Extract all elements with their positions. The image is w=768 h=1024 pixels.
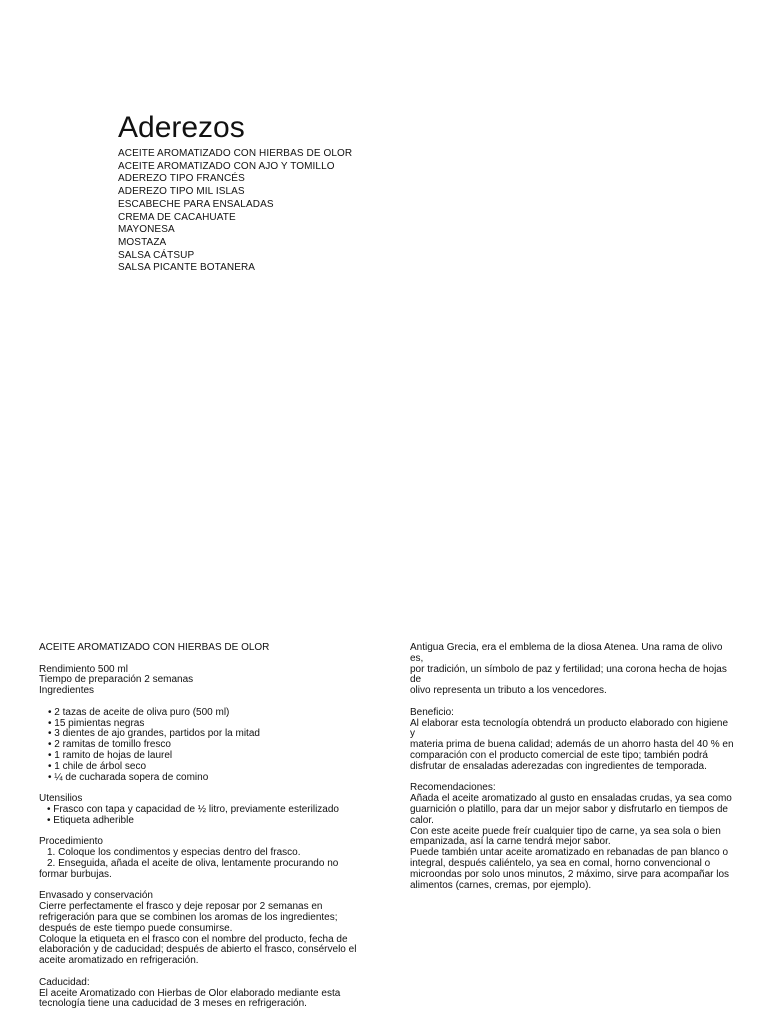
recommendation-line: microondas por solo unos minutos, 2 máximo, sirve para acompañar los <box>410 868 730 880</box>
packaging-line: aceite aromatizado en refrigeración. <box>39 955 199 967</box>
recommendation-line: Añada el aceite aromatizado al gusto en ensaladas crudas, ya sea como <box>410 793 732 805</box>
intro-line: Antigua Grecia, era el emblema de la diosa Atenea. Una rama de olivo es, <box>410 642 723 664</box>
recommendation-line: alimentos (carnes, cremas, por ejemplo). <box>410 879 592 891</box>
recommendation-line: integral, después caliéntelo, ya sea en comal, horno convencional o <box>410 857 711 869</box>
recommendation-line: Puede también untar aceite aromatizado en rebanadas de pan blanco o <box>410 847 729 859</box>
procedure-step: 1. Coloque los condimentos y especias dentro del frasco. <box>47 847 301 859</box>
packaging-line: después de este tiempo puede consumirse. <box>39 922 233 934</box>
index-item: ADEREZO TIPO MIL ISLAS <box>118 186 245 198</box>
expiry-heading: Caducidad: <box>39 976 90 988</box>
ingredients-heading: Ingredientes <box>39 685 95 697</box>
ingredient-item: • 3 dientes de ajo grandes, partidos por la mitad <box>48 728 260 740</box>
intro-line: por tradición, un símbolo de paz y fertilidad; una corona hecha de hojas de <box>410 663 727 686</box>
page-title: Aderezos <box>118 111 245 144</box>
index-item: SALSA PICANTE BOTANERA <box>118 262 256 274</box>
recipe-title: ACEITE AROMATIZADO CON HIERBAS DE OLOR <box>39 642 270 653</box>
ingredient-item: • 1 chile de árbol seco <box>48 760 147 772</box>
expiry-line: El aceite Aromatizado con Hierbas de Olor elaborado mediante esta <box>39 987 341 999</box>
benefit-line: Al elaborar esta tecnología obtendrá un producto elaborado con higiene y <box>410 717 729 740</box>
ingredient-item: • 2 ramitas de tomillo fresco <box>48 739 171 751</box>
packaging-heading: Envasado y conservación <box>39 890 153 902</box>
index-item: ACEITE AROMATIZADO CON HIERBAS DE OLOR <box>118 148 353 159</box>
benefit-line: comparación con el producto comercial de este tipo; también podrá <box>410 749 708 761</box>
utensils-heading: Utensilios <box>39 793 83 805</box>
recommendation-line: guarnición o platillo, para dar un mejor sabor y disfrutarlo en tiempos de <box>410 803 728 815</box>
index-item: SALSA CÁTSUP <box>118 249 195 261</box>
packaging-line: elaboración y de caducidad; después de abierto el frasco, consérvelo el <box>39 944 357 956</box>
index-item: ACEITE AROMATIZADO CON AJO Y TOMILLO <box>118 160 335 172</box>
benefit-heading: Beneficio: <box>410 706 454 718</box>
packaging-line: Cierre perfectamente el frasco y deje reposar por 2 semanas en <box>39 901 323 913</box>
ingredient-item: • 2 tazas de aceite de oliva puro (500 ml) <box>48 706 230 718</box>
recipe-index <box>118 148 352 275</box>
recommendation-line: calor. <box>410 814 434 826</box>
procedure-heading: Procedimiento <box>39 836 103 848</box>
index-item: ESCABECHE PARA ENSALADAS <box>118 198 274 210</box>
utensil-item: • Frasco con tapa y capacidad de ½ litro, previamente esterilizado <box>47 803 339 815</box>
index-item: MAYONESA <box>118 224 175 236</box>
expiry-line: tecnología tiene una caducidad de 3 meses en refrigeración. <box>39 998 307 1010</box>
recommendation-line: Con este aceite puede freír cualquier tipo de carne, ya sea sola o bien <box>410 825 721 837</box>
benefit-line: disfrutar de ensaladas aderezadas con ingredientes de temporada. <box>410 760 707 772</box>
yield-text: Rendimiento 500 ml <box>39 663 128 675</box>
recommendations-heading: Recomendaciones: <box>410 782 496 794</box>
recipe-left-column <box>39 643 359 1010</box>
procedure-step: 2. Enseguida, añada el aceite de oliva, lentamente procurando no <box>47 857 339 869</box>
index-item: ADEREZO TIPO FRANCÉS <box>118 173 245 185</box>
ingredient-item: • ¼ de cucharada sopera de comino <box>48 771 209 783</box>
intro-line: olivo representa un tributo a los vencedores. <box>410 685 607 697</box>
recipe-right-column <box>410 643 735 891</box>
utensil-item: • Etiqueta adherible <box>47 814 134 826</box>
benefit-line: materia prima de buena calidad; además de un ahorro hasta del 40 % en <box>410 739 734 751</box>
recommendation-line: empanizada, así la carne tendrá mejor sabor. <box>410 836 611 848</box>
index-item: CREMA DE CACAHUATE <box>118 211 236 223</box>
packaging-line: refrigeración para que se combinen los aromas de los ingredientes; <box>39 911 338 923</box>
prep-time-text: Tiempo de preparación 2 semanas <box>39 674 194 686</box>
ingredient-item: • 1 ramito de hojas de laurel <box>48 749 173 761</box>
procedure-step-continued: formar burbujas. <box>39 868 112 880</box>
ingredient-item: • 15 pimientas negras <box>48 717 145 729</box>
packaging-line: Coloque la etiqueta en el frasco con el nombre del producto, fecha de <box>39 933 348 945</box>
index-item: MOSTAZA <box>118 236 167 248</box>
